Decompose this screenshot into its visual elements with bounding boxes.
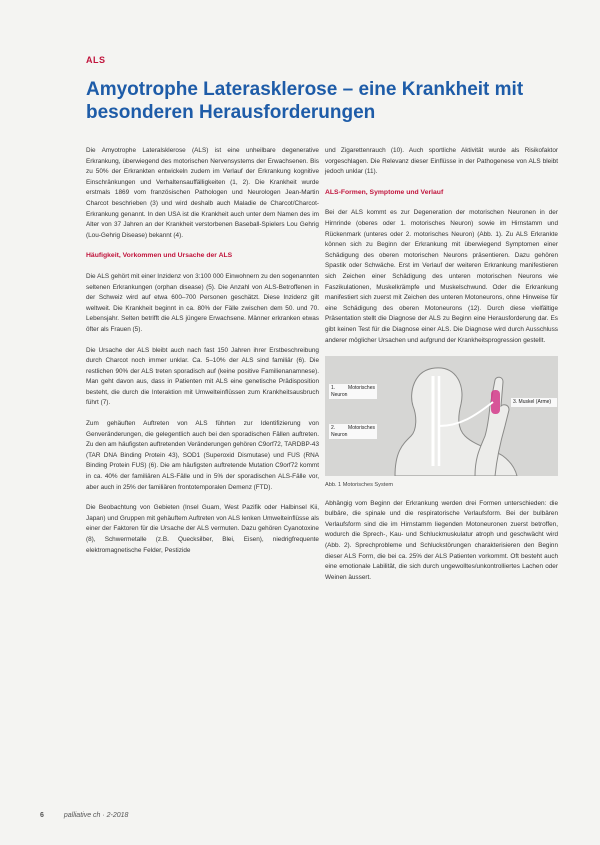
label-second-motor-neuron: 2. Motorisches Neuron — [331, 425, 375, 438]
page-footer — [40, 812, 128, 819]
article-title: Amyotrophe Laterasklerose – eine Krankheit mit besonderen Herausforderungen — [86, 79, 524, 123]
section-heading-forms: ALS-Formen, Symptome und Verlauf — [325, 188, 444, 196]
paragraph: Zum gehäuften Auftreten von ALS führten zur Identifizierung von Genveränderungen, die gelegentlich auch bei den sporadischen Fällen auftreten. Zu den am häufigsten auftretenden Veränderungen gehören C9orf72, TARDBP-43 (TAR DNA Binding Protein 43), SOD1 (Superoxid Dismutase) und FUS (RNA Binding Protein FUS) (6). Die am häufigsten auftretende Mutation C9orf72 kommt in ca. 40% der familiären ALS-Fälle und in 5% der sporadischen ALS-Fälle vor, aber auch in 25% der familiären frontotemporalen Demenz (FTD). — [86, 420, 319, 491]
paragraph: Bei der ALS kommt es zur Degeneration der motorischen Neuronen in der Hirnrinde (oberes oder 1. motorisches Neuron) sowie im Hirnstamm und Rückenmark (unteres oder 2. motorisches Neuron) (Abb. 1). Zu ALS Erkrankte können sich zu Beginn der Erkrankung mit überwiegend Symptomen einer Schädigung des oberen motorischen Neurons präsentieren. Dazu gehören Spastik oder Schwäche. Erst im Verlauf der weiteren Erkrankung manifestieren sich Zeichen einer Schädigung des unteren motorischen Neurons wie Faszikulationen, Muskelkrämpfe und Muskelschwund. Oder die Erkrankung manifestiert sich zuerst mit Zeichen des unteren Motoneurons, ohne Hinweise für eine Schädigung des oberen Motoneurons (12). Durch diese vielfältige Präsentation stellt die Diagnose der ALS zu Beginn eine Herausforderung dar. Es gibt keinen Test für die Diagnose einer ALS. Die Diagnose wird durch Ausschluss anderer möglicher Ursachen und aufgrund der Krankheitsprogression gestellt. — [325, 209, 558, 344]
paragraph: Die Beobachtung von Gebieten (Insel Guam, West Pazifik oder Halbinsel Kii, Japan) und Gruppen mit gehäuftem Auftreten von ALS lenken Umwelteinflüsse als einer der Faktoren für die Ursache der ALS vermuten. Dazu gehören Cyanotoxine (8), Schwermetalle (z.B. Quecksilber, Blei, Eisen), niedrigfrequente elektromagnetische Felder, Pestizide — [86, 504, 319, 554]
section-tag: ALS — [86, 55, 106, 65]
motor-system-figure — [325, 356, 558, 476]
paragraph: Die Ursache der ALS bleibt auch nach fast 150 Jahren ihrer Erstbeschreibung durch Charcot noch immer unklar. Ca. 5–10% der ALS sind familiär (6). Die restlichen 90% der ALS treten sporadisch auf (keine positive Familienanamnese). Man geht davon aus, dass in Patienten mit ALS eine genetische Prädisposition besteht, die durch die Interaktion mit Umwelteinflüssen zum Krankheitsausbruch führt (7). — [86, 346, 319, 407]
label-muscle: 3. Muskel (Arme) — [511, 398, 557, 407]
section-heading-frequency: Häufigkeit, Vorkommen und Ursache der ALS — [86, 252, 233, 260]
journal-name: palliative ch · 2-2018 — [63, 812, 129, 819]
motor-system-illustration — [325, 356, 558, 476]
figure-caption: Abb. 1 Motorisches System — [325, 482, 394, 489]
paragraph: und Zigarettenrauch (10). Auch sportliche Aktivität wurde als Risikofaktor vorgeschlagen. Die Relevanz dieser Einflüsse in der Pathogenese von ALS bleibt jedoch unklar (11). — [325, 147, 558, 176]
paragraph: Die ALS gehört mit einer Inzidenz von 3:100 000 Einwohnern zu den sogenannten seltenen Erkrankungen (orphan disease) (5). Die Anzahl von ALS-Betroffenen in der Schweiz wird auf etwa 600–700 Personen geschätzt. Diese Inzidenz gilt weltweit. Die Krankheit beginnt in ca. 80% der Fälle zwischen dem 50. und 70. Lebensjahr. Selten betrifft die ALS jüngere Erwachsene. Männer erkranken etwas öfter als Frauen (5). — [86, 272, 319, 333]
page-number: 6 — [40, 812, 44, 819]
paragraph: Abhängig vom Beginn der Erkrankung werden drei Formen unterschieden: die bulbäre, die spinale und die respiratorische Verlaufsform. Bei der bulbären Verlaufsform sind die im Hirnstamm liegenden Motoneuronen zuerst betroffen, wodurch die Sprech-, Kau- und Schluckmuskulatur atroph und geschwächt wird (Abb. 2). Sprechprobleme und Schluckstörungen charakterisieren den Beginn dieser ALS Form, die bei ca. 25% der ALS Patienten vorkommt. Oft besteht auch eine emotionale Labilität, die sich durch ungewolltes/unkontrolliertes Lachen oder Weinen äussert. — [325, 499, 558, 581]
right-column — [325, 146, 558, 593]
label-first-motor-neuron: 1. Motorisches Neuron — [331, 385, 375, 398]
intro-paragraph: Die Amyotrophe Lateralsklerose (ALS) ist eine unheilbare degenerative Erkrankung, überwiegend des motorischen Nervensystems der Erwachsenen. Bis zu 50% der Erkrankten entwickeln zudem im Verlauf der Erkrankung kognitive Einschränkungen und Verhaltensauffälligkeiten (1, 2). Die Krankheit wurde erstmals 1869 vom französischen Pathologen und Neurologen Jean-Martin Charcot beschrieben (3) und wird deshalb auch Maladie de Charcot/Charcot-Erkrankung genannt. In den USA ist die Krankheit auch unter dem Namen des im Alter von 37 Jahren an der Krankheit verstorbenen Baseball-Spielers Lou Gehrig (Lou-Gehrig Disease) bekannt (4). — [86, 147, 319, 239]
left-column — [86, 146, 319, 566]
